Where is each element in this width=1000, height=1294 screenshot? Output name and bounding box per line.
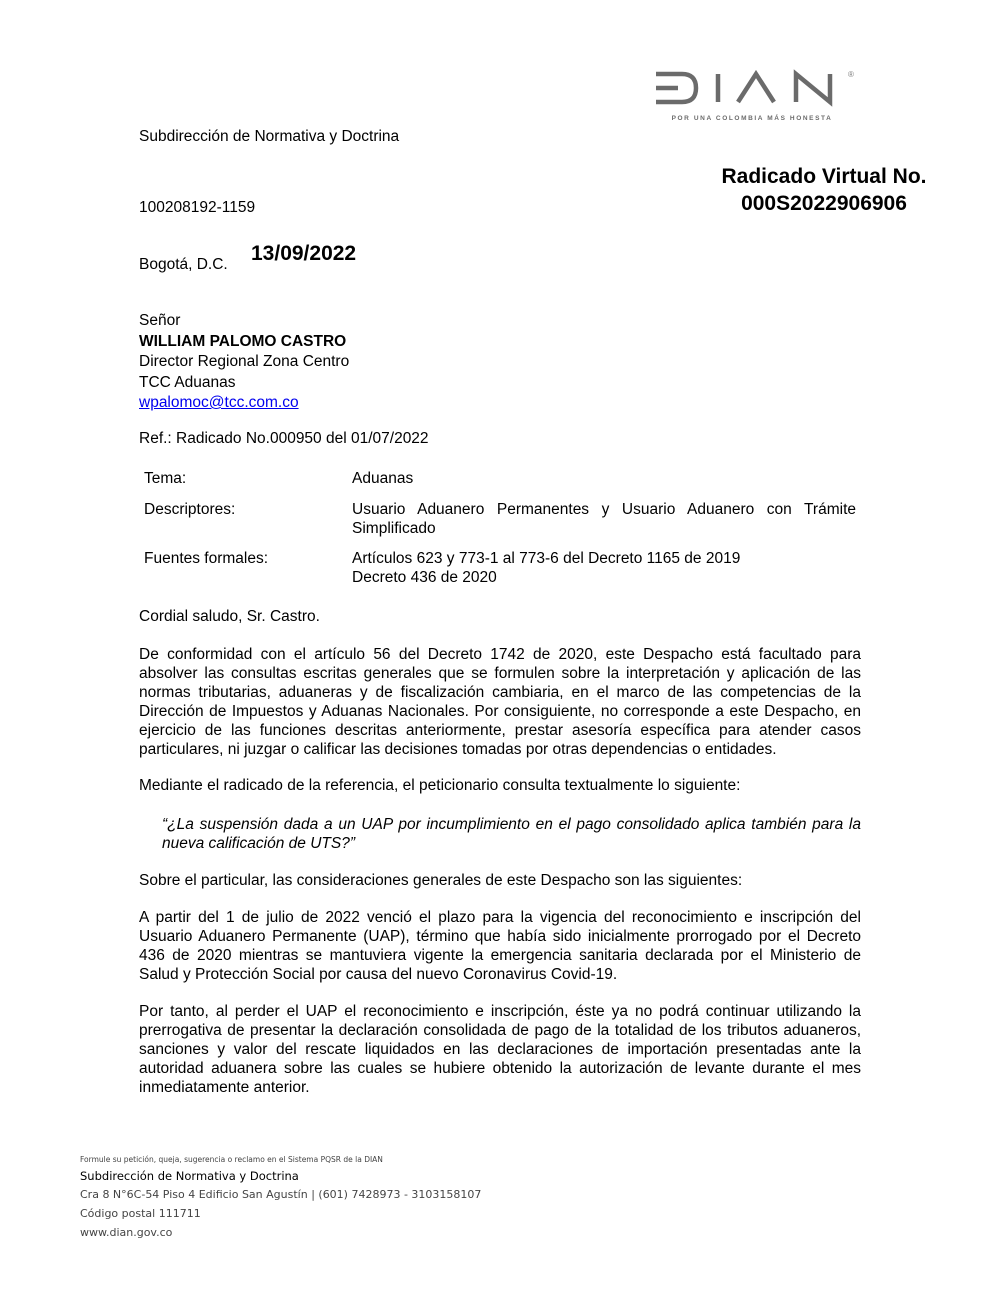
footer-pqsr-note: Formule su petición, queja, sugerencia o reclamo en el Sistema PQSR de la DIAN (80, 1155, 383, 1164)
row-key: Tema: (144, 470, 187, 487)
radicado-block (690, 163, 958, 217)
footer-address: Cra 8 N°6C-54 Piso 4 Edificio San Agustín | (601) 7428973 - 3103158107 (80, 1188, 482, 1201)
row-key: Fuentes formales: (144, 550, 269, 567)
table-row (139, 491, 861, 541)
row-key: Descriptores: (144, 501, 236, 518)
quoted-question: “¿La suspensión dada a un UAP por incumplimiento en el pago consolidado aplica también para la nueva calificación de UTS?” (162, 816, 861, 852)
row-value-group (347, 541, 861, 590)
subject-table (139, 466, 861, 590)
dian-logo-mark (652, 68, 852, 108)
row-value: Usuario Aduanero Permanentes y Usuario Aduanero con Trámite Simplificado (352, 501, 856, 537)
logo-tagline: POR UNA COLOMBIA MÁS HONESTA (671, 115, 833, 122)
city: Bogotá, D.C. (139, 256, 228, 273)
paragraph-1: De conformidad con el artículo 56 del Decreto 1742 de 2020, este Despacho está facultado para absolver las consultas escritas generales que se formulen sobre la interpretación y aplicación de las normas tributarias, aduaneras y de fiscalización cambiaria, en el marco de las competencias de la Dirección de Impuestos y Aduanas Nacionales. Por consiguiente, no corresponde a este Despacho, en ejercicio de las funciones descritas anteriormente, prestar asesoría específica para atender casos particulares, ni juzgar o calificar las decisiones tomadas por otras dependencias o entidades. (139, 646, 861, 758)
paragraph-3: Sobre el particular, las consideraciones generales de este Despacho son las siguientes: (139, 872, 743, 889)
department-name: Subdirección de Normativa y Doctrina (139, 128, 400, 145)
addressee-company: TCC Aduanas (139, 373, 236, 391)
addressee-block (139, 311, 349, 414)
radicado-number: 000S2022906906 (741, 192, 907, 215)
greeting: Cordial saludo, Sr. Castro. (139, 608, 320, 625)
footer-website: www.dian.gov.co (80, 1226, 173, 1239)
addressee-email-link[interactable]: wpalomoc@tcc.com.co (139, 394, 299, 411)
reference-number: 100208192-1159 (139, 199, 256, 216)
radicado-title: Radicado Virtual No. (721, 165, 927, 188)
addressee-salutation: Señor (139, 312, 181, 329)
letter-date: 13/09/2022 (251, 242, 357, 265)
footer-department: Subdirección de Normativa y Doctrina (80, 1169, 299, 1183)
table-row (139, 541, 861, 590)
row-value: Artículos 623 y 773-1 al 773-6 del Decreto 1165 de 2019 (352, 550, 741, 567)
addressee-position: Director Regional Zona Centro (139, 353, 350, 370)
paragraph-4: A partir del 1 de julio de 2022 venció el plazo para la vigencia del reconocimiento e inscripción del Usuario Aduanero Permanente (UAP), término que había sido inicialmente prorrogado por el Decreto 436 de 2020 mientras se mantuviera vigente la emergencia sanitaria declarada por el Ministerio de Salud y Protección Social por causa del nuevo Coronavirus Covid-19. (139, 909, 861, 983)
row-value-second-line: Decreto 436 de 2020 (352, 569, 497, 586)
paragraph-5: Por tanto, al perder el UAP el reconocimiento e inscripción, éste ya no podrá continuar utilizando la prerrogativa de presentar la declaración consolidada de pago de la totalidad de los tributos aduaneros, sanciones y valor del rescate liquidados en las declaraciones de importación presentadas ante la autoridad aduanera sobre las cuales se hubiere obtenido la autorización de levante durante el mes inmediatamente anterior. (139, 1003, 861, 1096)
footer-postal-code: Código postal 111711 (80, 1207, 201, 1220)
footer (80, 1153, 481, 1242)
reference-line: Ref.: Radicado No.000950 del 01/07/2022 (139, 430, 429, 447)
addressee-name: WILLIAM PALOMO CASTRO (139, 332, 347, 350)
dian-logo (652, 68, 862, 128)
row-value: Aduanas (352, 470, 414, 487)
table-row (139, 466, 861, 491)
paragraph-2: Mediante el radicado de la referencia, el peticionario consulta textualmente lo siguiente: (139, 777, 741, 794)
registered-mark: ® (848, 70, 854, 79)
